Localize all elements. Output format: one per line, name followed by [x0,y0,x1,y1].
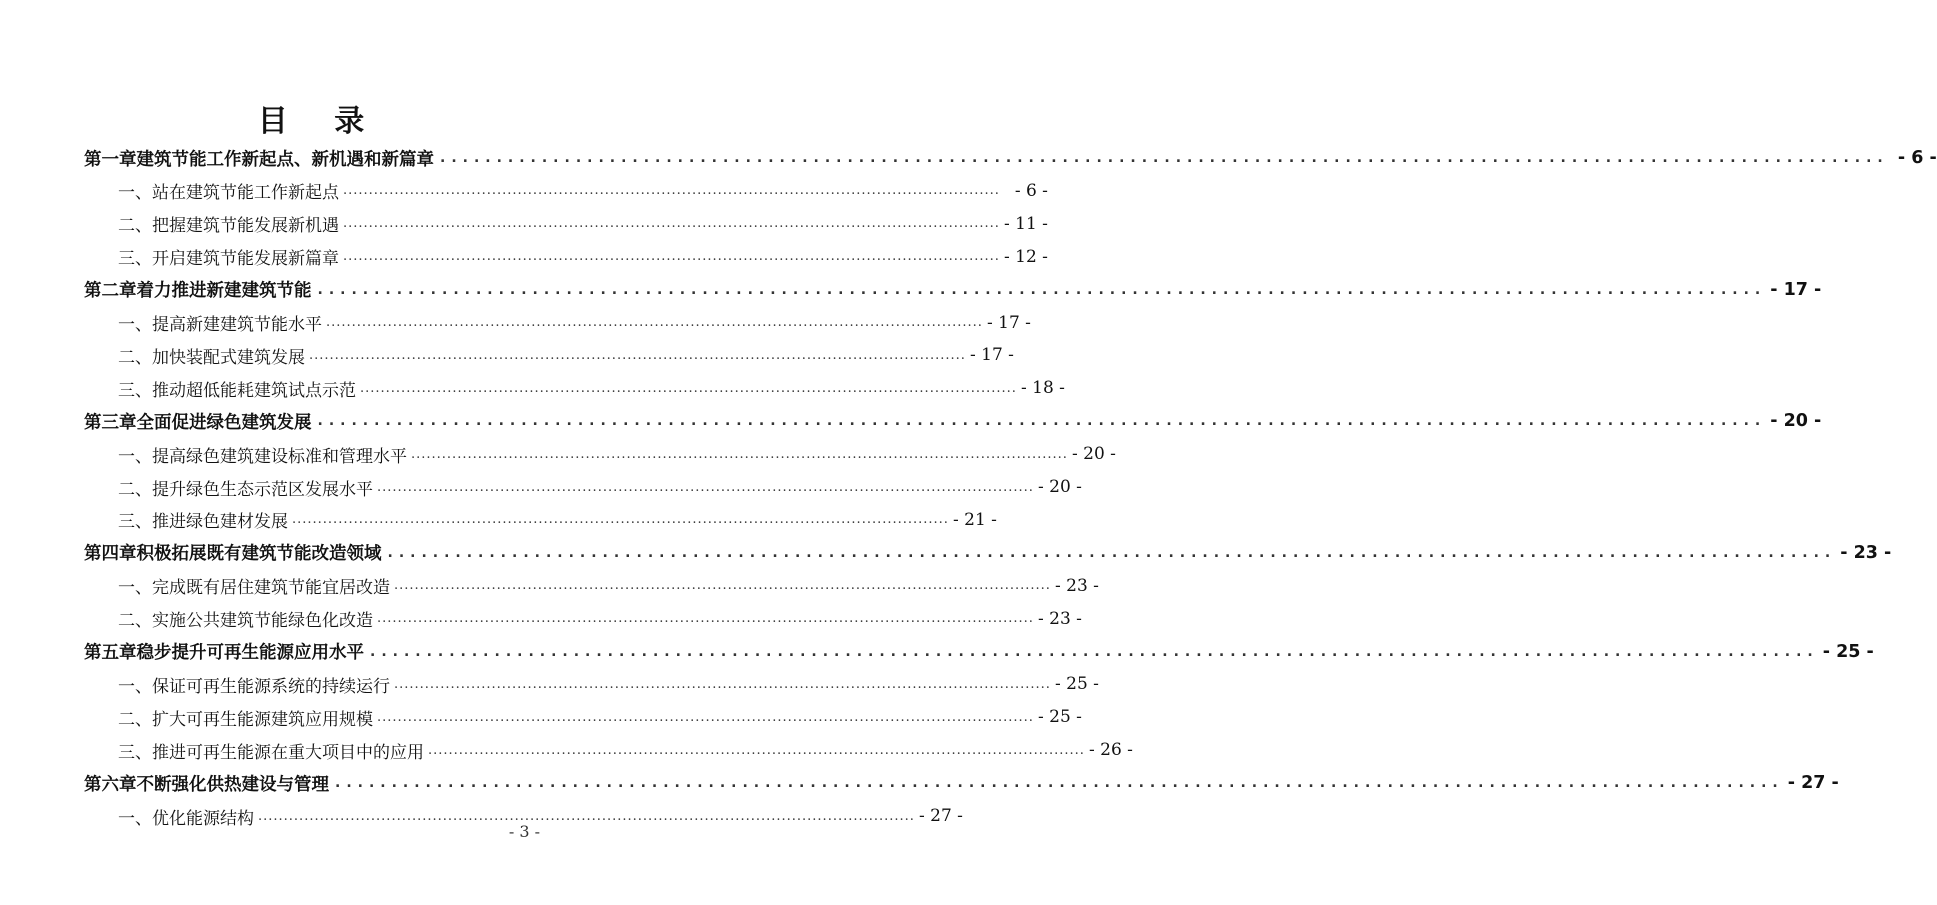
toc-section-entry[interactable] [118,569,1099,603]
toc-entry-title: 完成既有居住建筑节能宜居改造 [152,578,390,599]
toc-entry-page: - 25 - [1055,674,1099,695]
toc-entry-number: 二、 [118,347,152,368]
toc-entry-page: - 6 - [1897,148,1937,168]
toc-entry-number: 三、 [118,742,152,763]
toc-entry-number: 二、 [118,216,152,237]
toc-chapter-entry[interactable] [84,536,1892,570]
toc-entry-page: - 12 - [1004,246,1048,267]
toc-entry-number: 三、 [118,249,152,270]
toc-section-entry[interactable] [118,799,963,833]
toc-entry-page: - 23 - [1840,542,1892,563]
dot-leader: ................................................................................................................................ [335,775,1784,792]
toc-section-entry[interactable] [118,503,997,537]
toc-entry-page: - 26 - [1089,740,1133,761]
toc-entry-number: 第三章 [84,412,137,433]
toc-entry-number: 第五章 [84,643,137,663]
dot-leader: ................................................................................................................................ [411,446,1068,462]
toc-entry-number: 第二章 [84,281,137,302]
toc-entry-title: 实施公共建筑节能绿色化改造 [152,611,373,632]
toc-entry-page: - 23 - [1055,575,1099,596]
toc-entry-page: - 20 - [1770,411,1822,432]
toc-entry-title: 全面促进绿色建筑发展 [136,412,312,433]
toc-chapter-entry[interactable] [84,635,1874,669]
toc-entry-page: - 17 - [1770,279,1822,300]
toc-entry-title: 保证可再生能源系统的持续运行 [152,676,390,697]
toc-entry-title: 推进可再生能源在重大项目中的应用 [152,742,424,763]
toc-entry-number: 一、 [118,446,152,467]
toc-entry-page: - 23 - [1038,608,1082,629]
toc-entry-page: - 25 - [1038,707,1082,728]
toc-entry-number: 三、 [118,512,152,533]
toc-entry-title: 着力推进新建建筑节能 [136,281,312,302]
toc-section-entry[interactable] [118,338,1014,372]
toc-entry-page: - 17 - [987,312,1031,333]
toc-entry-title: 建筑节能工作新起点、新机遇和新篇章 [136,149,434,170]
toc-entry-title: 站在建筑节能工作新起点 [152,183,339,204]
dot-leader: ................................................................................................................................ [394,676,1051,692]
dot-leader: ................................................................................................................................ [317,281,1767,298]
toc-entry-title: 提升绿色生态示范区发展水平 [152,479,373,500]
page-number: - 3 - [508,822,540,841]
toc-section-entry[interactable] [118,306,1031,340]
toc-entry-number: 三、 [118,380,152,401]
toc-entry-number: 二、 [118,611,152,632]
toc-entry-page: - 27 - [919,806,963,826]
toc-entry-page: - 20 - [1072,444,1116,465]
toc-entry-title: 扩大可再生能源建筑应用规模 [152,709,373,730]
dot-leader: ................................................................................................................................ [258,808,915,824]
toc-entry-page: - 6 - [1014,180,1048,201]
toc-entry-number: 二、 [118,479,152,500]
dot-leader: ................................................................................................................................ [370,643,1819,660]
toc-entry-page: - 11 - [1004,213,1048,234]
toc-section-entry[interactable] [118,371,1065,405]
page-title: 目 录 [257,104,383,139]
toc-entry-title: 把握建筑节能发展新机遇 [152,216,339,237]
dot-leader: ................................................................................................................................ [440,150,1889,166]
toc-entry-page: - 17 - [970,345,1014,366]
dot-leader: ................................................................................................................................ [292,512,949,528]
toc-entry-title: 稳步提升可再生能源应用水平 [136,643,364,663]
toc-entry-title: 提高绿色建筑建设标准和管理水平 [152,446,407,467]
toc-entry-page: - 27 - [1787,773,1839,794]
toc-entry-number: 一、 [118,808,152,829]
toc-entry-page: - 21 - [953,509,997,530]
toc-chapter-entry[interactable] [84,141,1937,175]
toc-entry-number: 一、 [118,578,152,599]
toc-section-entry[interactable] [118,667,1099,701]
dot-leader: ................................................................................................................................ [377,709,1034,725]
toc-entry-number: 一、 [118,183,152,204]
toc-section-entry[interactable] [118,700,1082,734]
toc-entry-title: 提高新建建筑节能水平 [152,315,322,335]
dot-leader: ................................................................................................................................ [343,216,1000,232]
toc-entry-title: 优化能源结构 [152,808,254,829]
toc-entry-page: - 25 - [1822,641,1874,662]
toc-entry-number: 二、 [118,709,152,730]
dot-leader: ................................................................................................................................ [326,315,983,330]
toc-entry-page: - 18 - [1021,378,1065,399]
toc-entry-title: 开启建筑节能发展新篇章 [152,249,339,270]
dot-leader: ................................................................................................................................ [309,347,966,363]
toc-entry-number: 第六章 [84,774,137,795]
toc-chapter-entry[interactable] [84,766,1839,800]
toc-entry-number: 一、 [118,315,152,335]
dot-leader: ................................................................................................................................ [360,380,1017,396]
toc-entry-page: - 20 - [1038,477,1082,497]
dot-leader: ................................................................................................................................ [394,578,1051,594]
toc-entry-title: 积极拓展既有建筑节能改造领域 [136,544,382,565]
toc-section-entry[interactable] [118,470,1082,504]
toc-section-entry[interactable] [118,240,1048,274]
toc-entry-title: 加快装配式建筑发展 [152,347,305,368]
dot-leader: ................................................................................................................................ [317,413,1767,430]
toc-chapter-entry[interactable] [84,273,1822,307]
dot-leader: ................................................................................................................................ [343,183,1000,199]
toc-entry-number: 第四章 [84,544,137,565]
dot-leader: ................................................................................................................................ [377,611,1034,627]
toc-section-entry[interactable] [118,733,1133,767]
dot-leader: ................................................................................................................................ [377,479,1034,495]
toc-section-entry[interactable] [118,207,1048,241]
toc-entry-title: 推进绿色建材发展 [152,512,288,533]
toc-section-entry[interactable] [118,602,1082,636]
toc-section-entry[interactable] [118,174,1048,208]
toc-entry-number: 一、 [118,676,152,697]
toc-chapter-entry[interactable] [84,404,1822,438]
toc-entry-number: 第一章 [84,149,137,170]
dot-leader: ................................................................................................................................ [343,249,1000,265]
toc-entry-title: 推动超低能耗建筑试点示范 [152,380,356,401]
dot-leader: ................................................................................................................................ [428,742,1085,758]
dot-leader: ................................................................................................................................ [387,544,1837,561]
toc-entry-title: 不断强化供热建设与管理 [136,774,329,795]
toc-section-entry[interactable] [118,437,1116,471]
